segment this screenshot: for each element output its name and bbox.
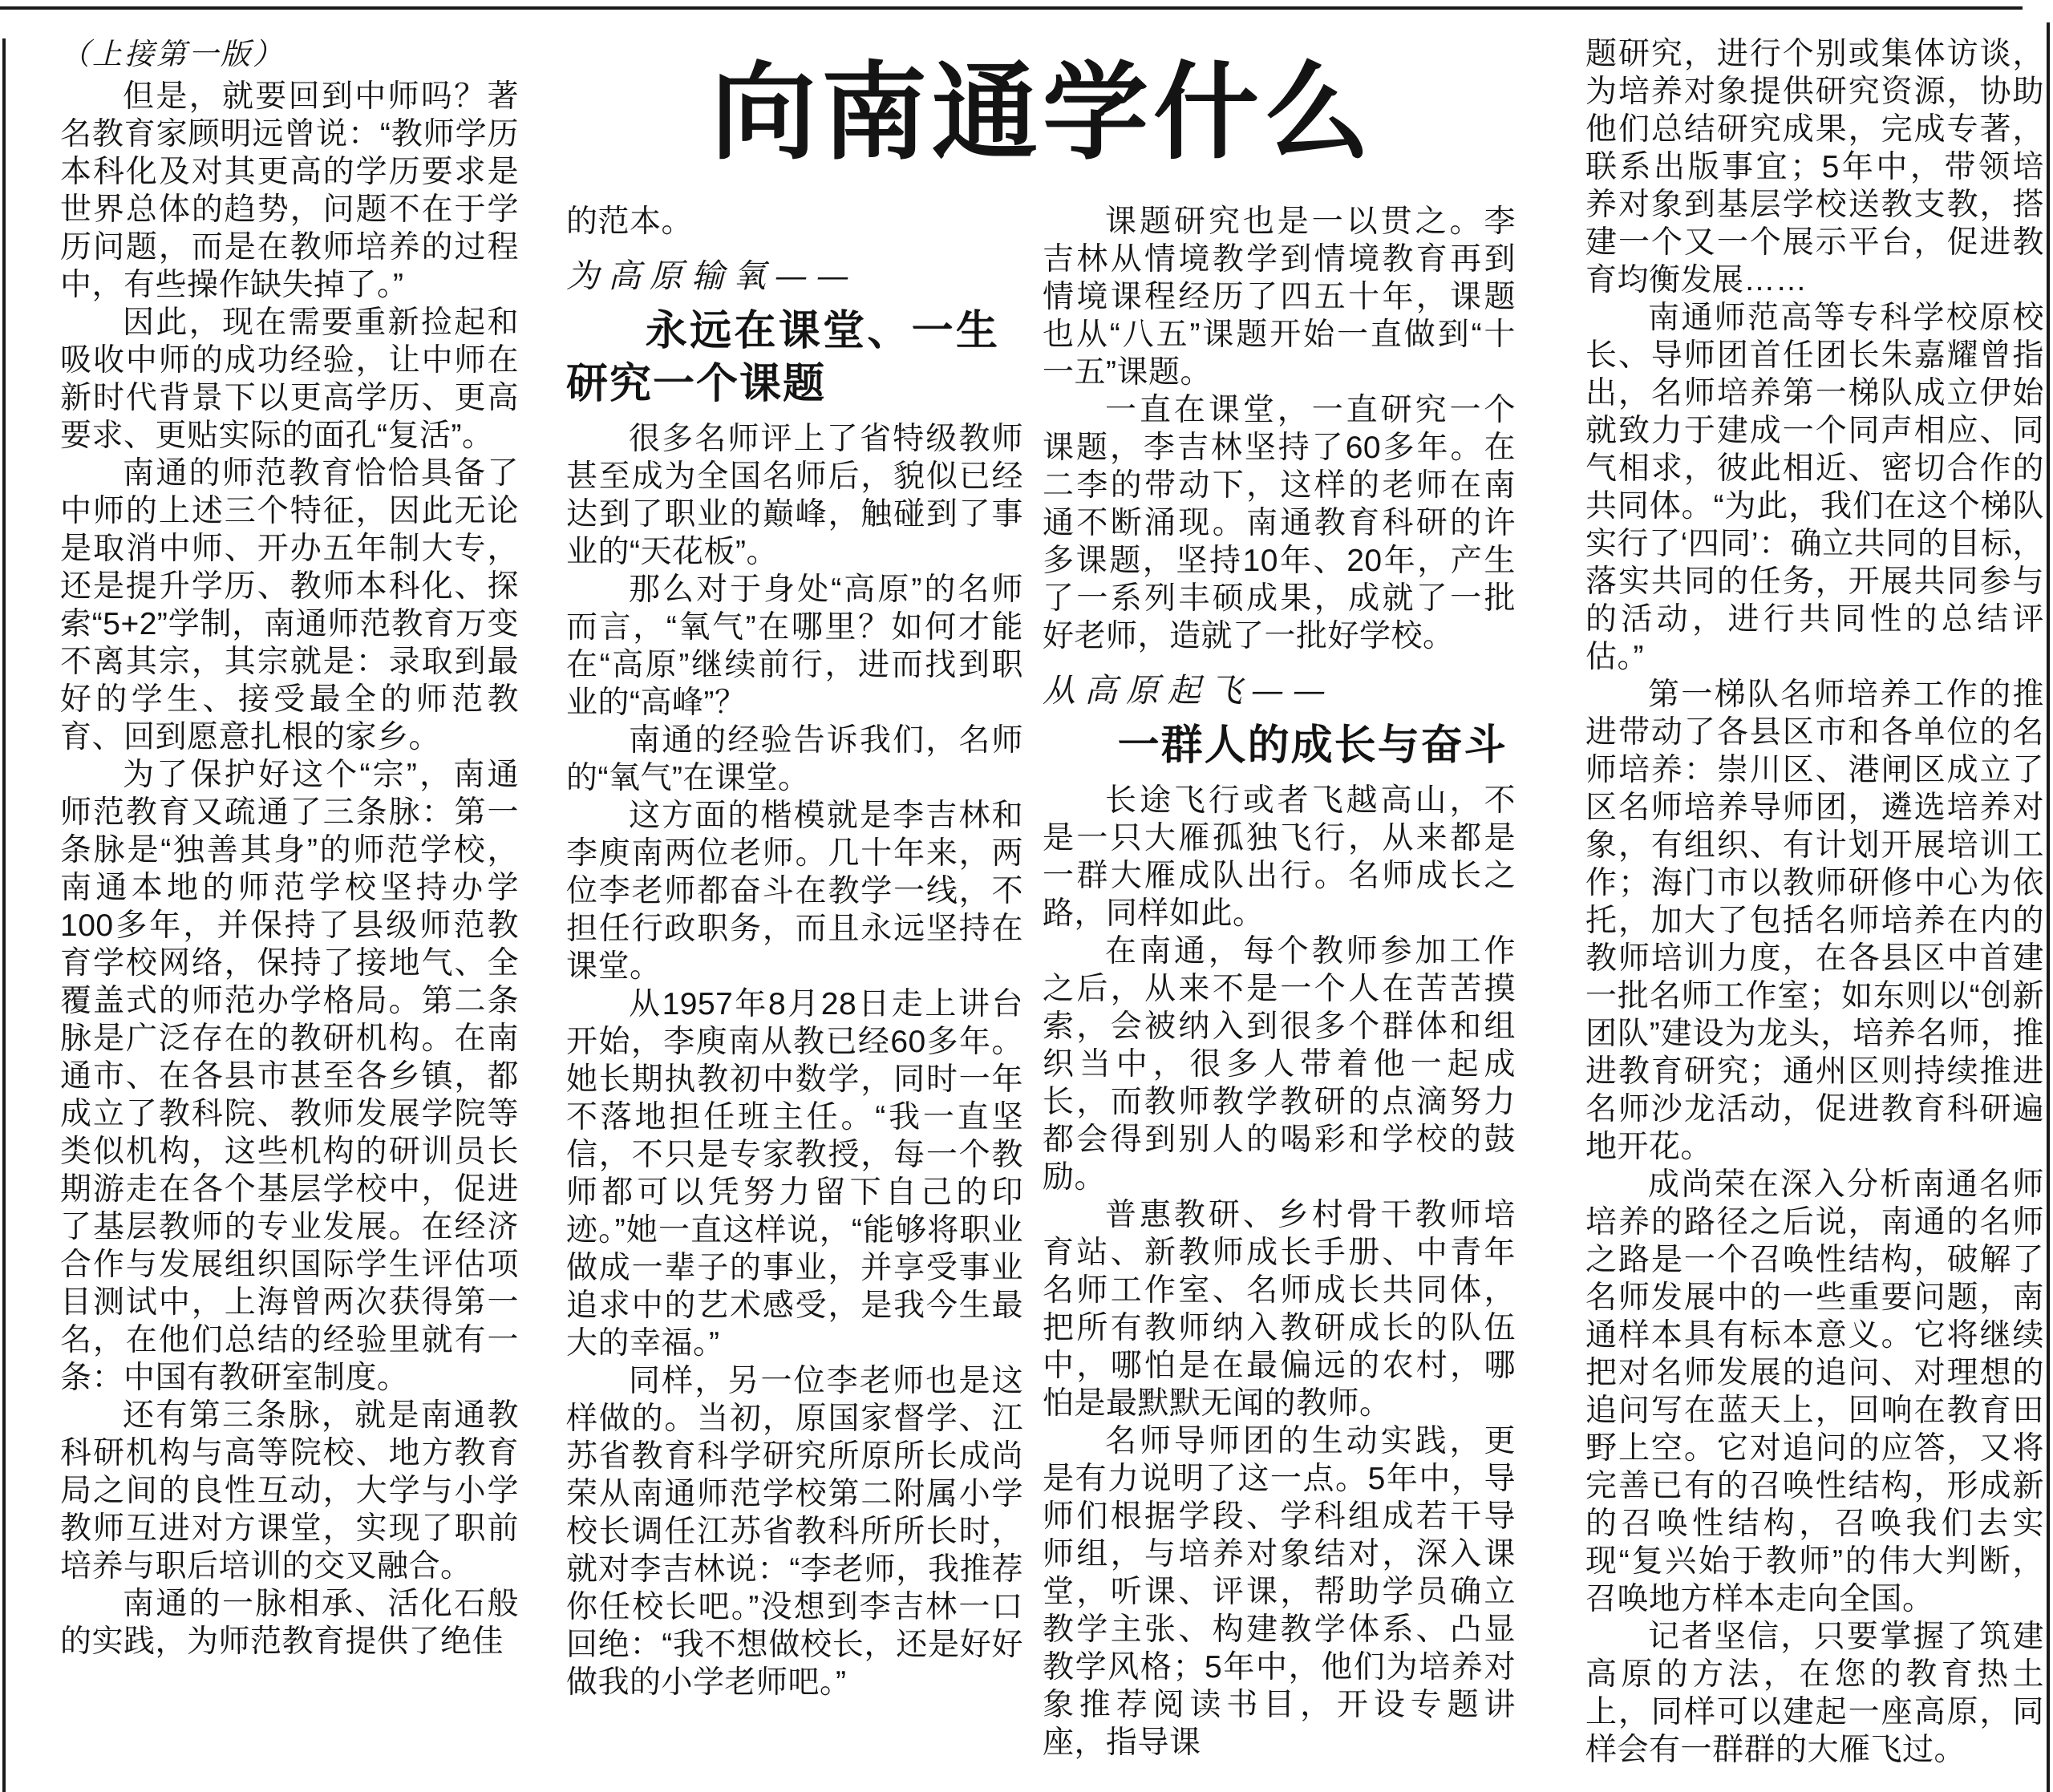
column-2 — [566, 203, 1023, 1701]
paragraph: 南通的经验告诉我们，名师的“氧气”在课堂。 — [566, 723, 1023, 795]
article-headline: 向南通学什么 — [711, 55, 1375, 172]
paragraph: 成尚荣在深入分析南通名师培养的路径之后说，南通的名师之路是一个召唤性结构，破解了名师发展中的一些重要问题，南通样本具有标本意义。它将继续把对名师发展的追问、对理想的追问写在蓝天上，回响在教育田野上空。它对追问的应答，又将完善已有的召唤性结构，形成新的召唤性结构，召唤我们去实现“复兴始于教师”的伟大判断，召唤地方样本走向全国。 — [1585, 1167, 2044, 1616]
paragraph: 在南通，每个教师参加工作之后，从来不是一个人在苦苦摸索，会被纳入到很多个群体和组织当中，很多人带着他一起成长，而教师教学教研的点滴努力都会得到别人的喝彩和学校的鼓励。 — [1043, 934, 1516, 1195]
paragraph: 为了保护好这个“宗”，南通师范教育又疏通了三条脉：第一条脉是“独善其身”的师范学校，南通本地的师范学校坚持办学100多年，并保持了县级师范教育学校网络，保持了接地气、全覆盖式的师范办学格局。第二条脉是广泛存在的教研机构。在南通市、在各县市甚至各乡镇，都成立了教科院、教师发展学院等类似机构，这些机构的研训员长期游走在各个基层学校中，促进了基层教师的专业发展。在经济合作与发展组织国际学生评估项目测试中，上海曾两次获得第一名，在他们总结的经验里就有一条：中国有教研室制度。 — [60, 758, 519, 1395]
paragraph: 同样，另一位李老师也是这样做的。当初，原国家督学、江苏省教育科学研究所原所长成尚荣从南通师范学校第二附属小学校长调任江苏省教科所所长时，就对李吉林说：“李老师，我推荐你任校长吧。”没想到李吉林一口回绝：“我不想做校长，还是好好做我的小学老师吧。” — [566, 1364, 1023, 1700]
paragraph: 从1957年8月28日走上讲台开始，李庾南从教已经60多年。她长期执教初中数学，同时一年不落地担任班主任。“我一直坚信，不只是专家教授，每一个教师都可以凭努力留下自己的印迹。”她一直这样说，“能够将职业做成一辈子的事业，并享受事业追求中的艺术感受，是我今生最大的幸福。” — [566, 987, 1023, 1361]
paragraph: 很多名师评上了省特级教师甚至成为全国名师后，貌似已经达到了职业的巅峰，触碰到了事业的“天花板”。 — [566, 422, 1023, 569]
paragraph: 还有第三条脉，就是南通教科研机构与高等院校、地方教育局之间的良性互动，大学与小学教师互进对方课堂，实现了职前培养与职后培训的交叉融合。 — [60, 1398, 519, 1584]
section-subhead-classroom: 永远在课堂、一生研究一个课题 — [566, 308, 999, 407]
section-kicker-oxygen: 为高原输氧—— — [566, 257, 858, 295]
paragraph: 记者坚信，只要掌握了筑建高原的方法，在您的教育热土上，同样可以建起一座高原，同样会有一群群的大雁飞过。 — [1585, 1620, 2044, 1767]
paragraph: 南通的一脉相承、活化石般的实践，为师范教育提供了绝佳 — [60, 1587, 519, 1659]
paragraph: 但是，就要回到中师吗？著名教育家顾明远曾说：“教师学历本科化及对其更高的学历要求是世界总体的趋势，问题不在于学历问题，而是在教师培养的过程中，有些操作缺失掉了。” — [60, 79, 519, 302]
section-subhead-group: 一群人的成长与奋斗 — [1117, 722, 1508, 769]
continued-lead-text: 的范本。 — [566, 204, 694, 239]
paragraph: 一直在课堂，一直研究一个课题，李吉林坚持了60多年。在二李的带动下，这样的老师在南通不断涌现。南通教育科研的许多课题，坚持10年、20年，产生了一系列丰硕成果，成就了一批好老师，造就了一批好学校。 — [1043, 393, 1516, 653]
paragraph: 南通的师范教育恰恰具备了中师的上述三个特征，因此无论是取消中师、开办五年制大专，还是提升学历、教师本科化、探索“5+2”学制，南通师范教育万变不离其宗，其宗就是：录取到最好的学生、接受最全的师范教育、回到愿意扎根的家乡。 — [60, 456, 519, 754]
section-kicker-takeoff: 从高原起飞—— — [1043, 671, 1334, 710]
paragraph: 那么对于身处“高原”的名师而言，“氧气”在哪里？如何才能在“高原”继续前行，进而找到职业的“高峰”？ — [566, 572, 1023, 720]
paragraph: 南通师范高等专科学校原校长、导师团首任团长朱嘉耀曾指出，名师培养第一梯队成立伊始就致力于建成一个同声相应、同气相求，彼此相近、密切合作的共同体。“为此，我们在这个梯队实行了‘四同’：确立共同的目标，落实共同的任务，开展共同参与的活动，进行共同性的总结评估。” — [1585, 301, 2044, 674]
paragraph: 因此，现在需要重新捡起和吸收中师的成功经验，让中师在新时代背景下以更高学历、更高要求、更贴实际的面孔“复活”。 — [60, 305, 519, 453]
continuation-note: （上接第一版） — [60, 37, 285, 71]
right-border-rule — [2047, 22, 2050, 1792]
paragraph: 这方面的楷模就是李吉林和李庾南两位老师。几十年来，两位李老师都奋斗在教学一线，不担任行政职务，而且永远坚持在课堂。 — [566, 799, 1023, 984]
column-1 — [60, 35, 519, 1661]
paragraph: 第一梯队名师培养工作的推进带动了各县区市和各单位的名师培养：崇川区、港闸区成立了区名师培养导师团，遴选培养对象，有组织、有计划开展培训工作；海门市以教师研修中心为依托，加大了包括名师培养在内的教师培训力度，在各县区中首建一批名师工作室；如东则以“创新团队”建设为龙头，培养名师，推进教育研究；通州区则持续推进名师沙龙活动，促进教育科研遍地开花。 — [1585, 678, 2044, 1164]
paragraph: 名师导师团的生动实践，更是有力说明了这一点。5年中，导师们根据学段、学科组成若干导师组，与培养对象结对，深入课堂，听课、评课，帮助学员确立教学主张、构建教学体系、凸显教学风格；5年中，他们为培养对象推荐阅读书目，开设专题讲座，指导课 — [1043, 1424, 1516, 1760]
paragraph: 课题研究也是一以贯之。李吉林从情境教学到情境教育再到情境课程经历了四五十年，课题也从“八五”课题开始一直做到“十一五”课题。 — [1043, 204, 1516, 390]
continued-lead-text: 题研究，进行个别或集体访谈，为培养对象提供研究资源，协助他们总结研究成果，完成专著，联系出版事宜；5年中，带领培养对象到基层学校送教支教，搭建一个又一个展示平台，促进教育均衡发展…… — [1585, 37, 2044, 297]
column-4 — [1585, 35, 2044, 1769]
paragraph: 普惠教研、乡村骨干教师培育站、新教师成长手册、中青年名师工作室、名师成长共同体，把所有教师纳入教研成长的队伍中，哪怕是在最偏远的农村，哪怕是最默默无闻的教师。 — [1043, 1198, 1516, 1421]
column-3 — [1043, 203, 1516, 1762]
paragraph: 长途飞行或者飞越高山，不是一只大雁孤独飞行，从来都是一群大雁成队出行。名师成长之路，同样如此。 — [1043, 783, 1516, 931]
left-border-rule — [2, 38, 6, 1792]
top-border-rule — [0, 6, 2023, 10]
